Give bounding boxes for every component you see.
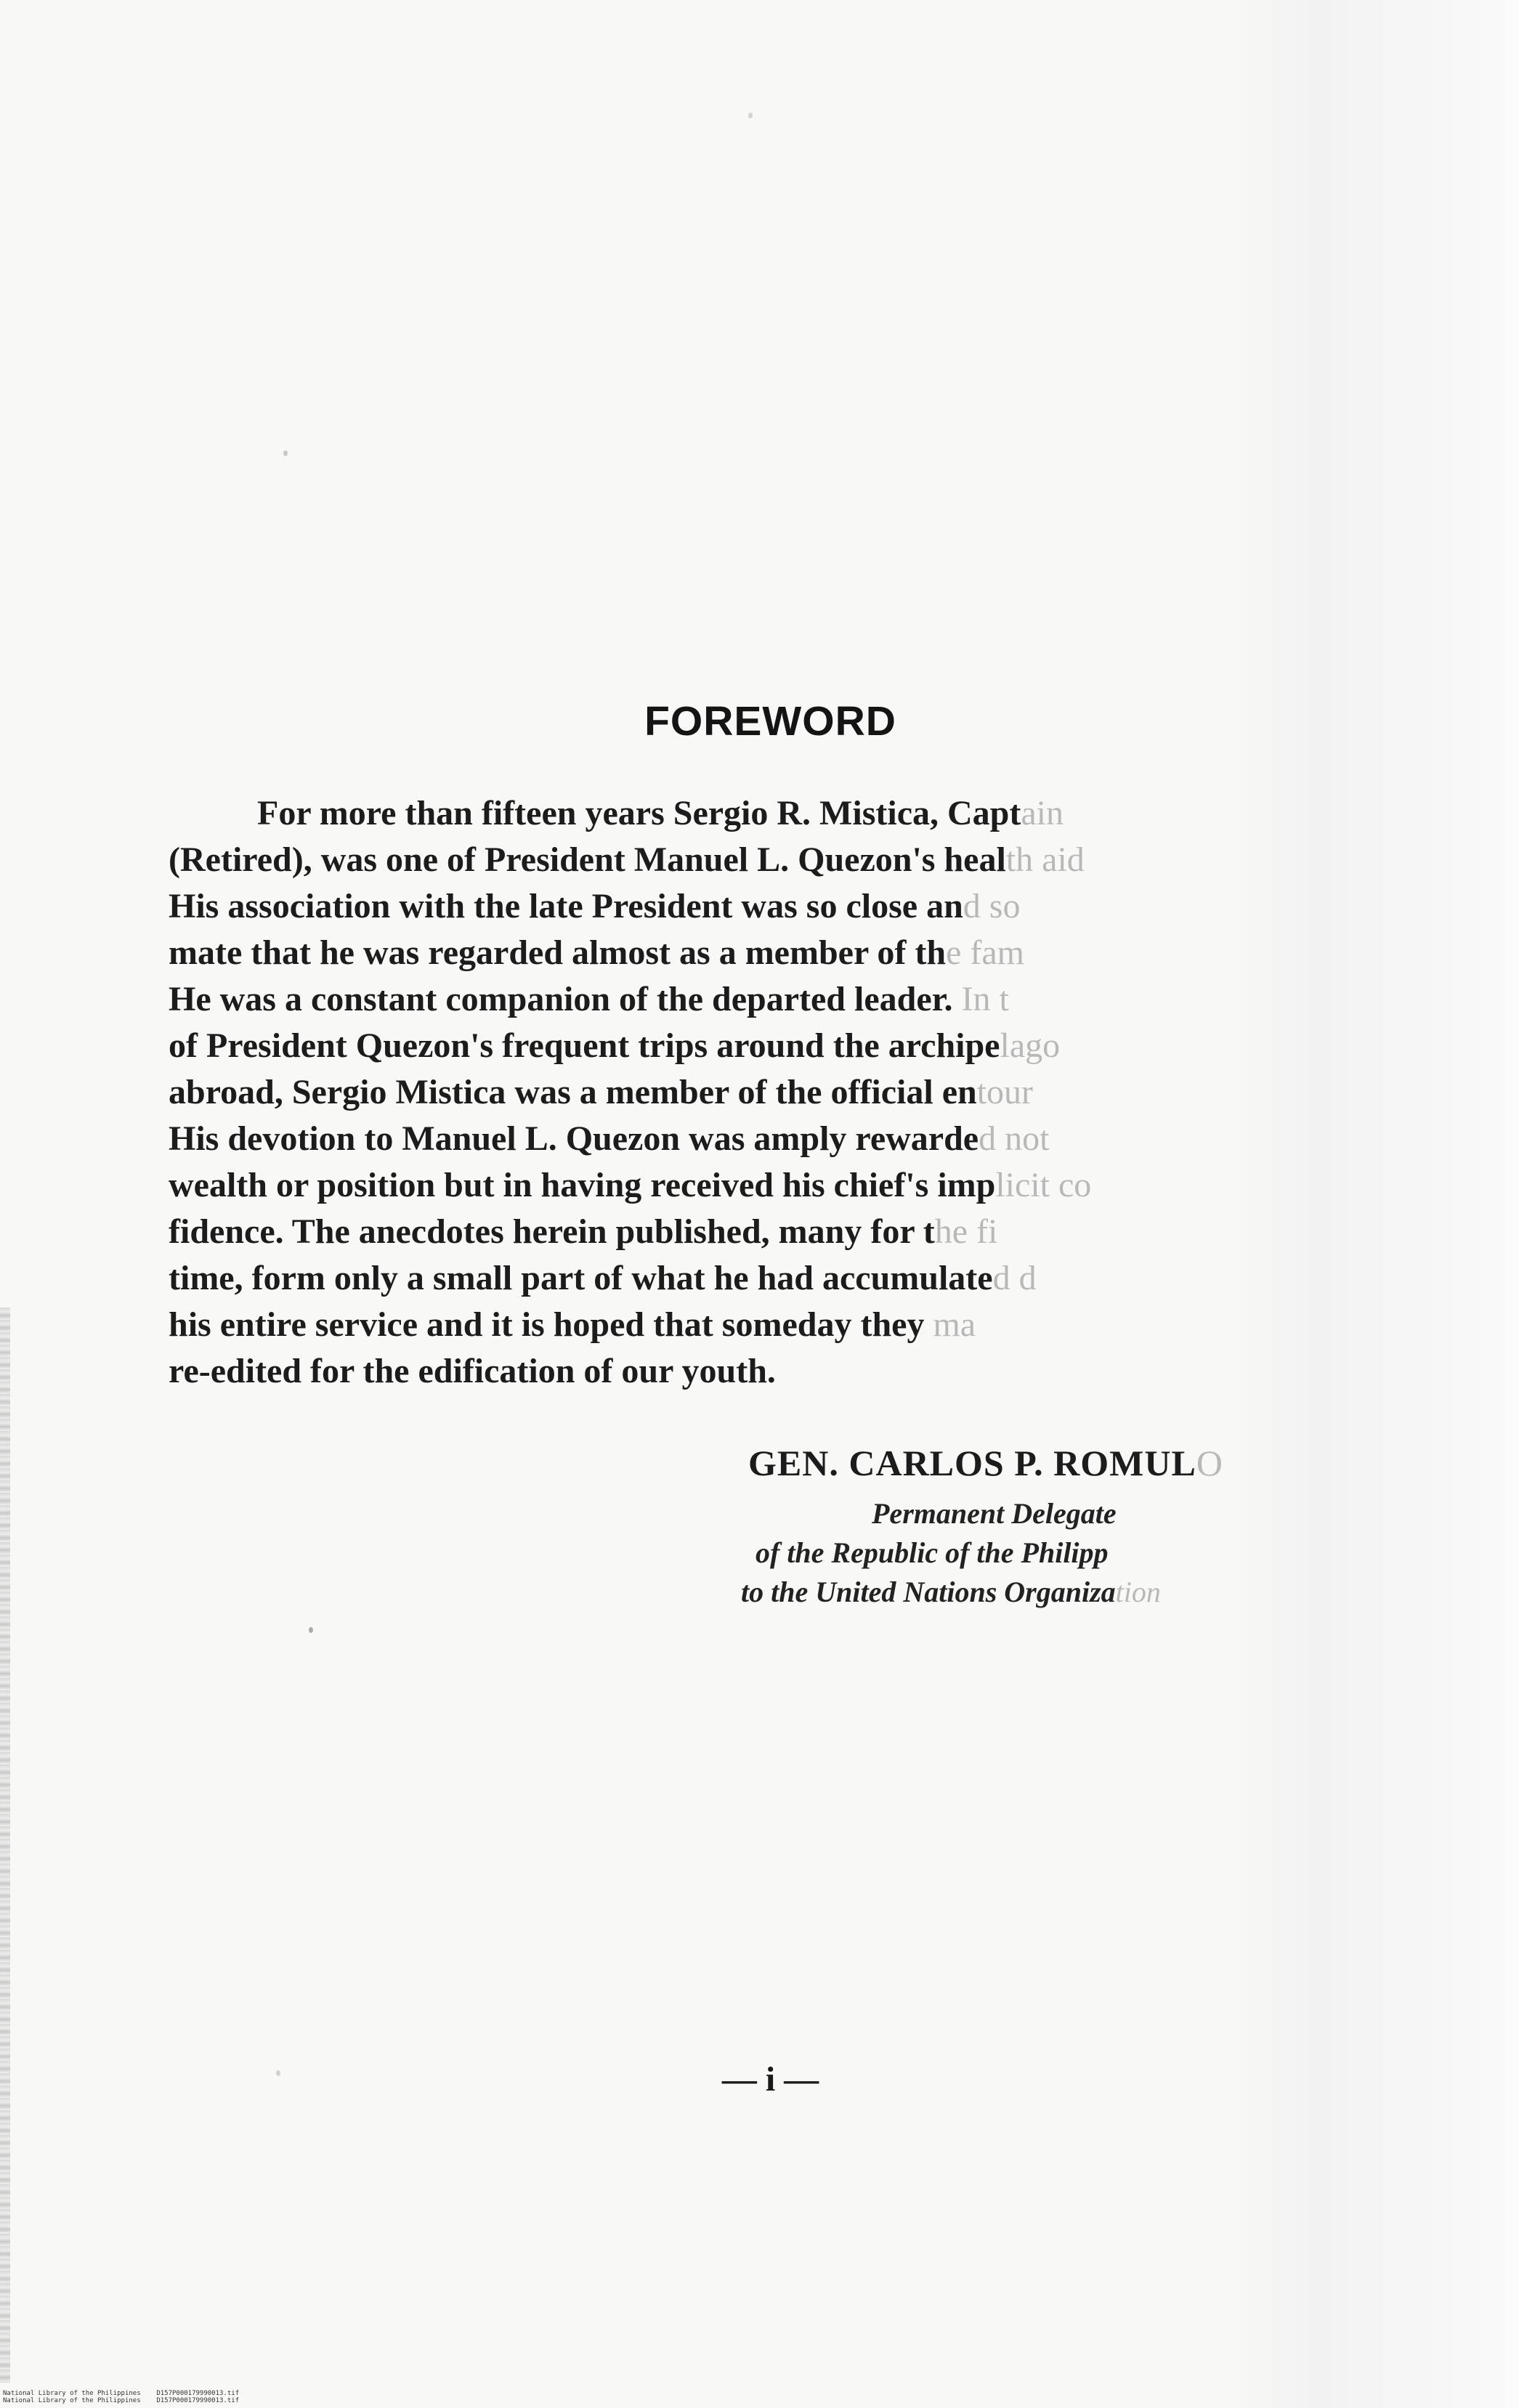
body-line: He was a constant companion of the departed leader. In t bbox=[169, 980, 1009, 1018]
body-line: mate that he was regarded almost as a member of the fam bbox=[169, 933, 1024, 972]
footer-line: National Library of the Philippines D157P000179990013.tif bbox=[3, 2390, 240, 2397]
scan-speck bbox=[748, 113, 753, 118]
body-line: of President Quezon's frequent trips around the archipelago bbox=[169, 1026, 1061, 1065]
body-line: his entire service and it is hoped that someday they ma bbox=[169, 1305, 976, 1344]
page-title: FOREWORD bbox=[644, 698, 896, 745]
body-line: wealth or position but in having received his chief's implicit co bbox=[169, 1166, 1092, 1204]
scan-footer bbox=[3, 2390, 239, 2404]
scan-speck bbox=[283, 450, 288, 456]
signature-affiliation: of the Republic of the Philipp bbox=[756, 1536, 1109, 1569]
body-line: abroad, Sergio Mistica was a member of the official entour bbox=[169, 1073, 1034, 1111]
scan-speck bbox=[309, 1627, 313, 1633]
body-line: fidence. The anecdotes herein published, many for the fi bbox=[169, 1212, 998, 1251]
signature-organization: to the United Nations Organization bbox=[741, 1576, 1161, 1608]
body-line: time, form only a small part of what he had accumulated d bbox=[169, 1259, 1037, 1297]
body-line: His devotion to Manuel L. Quezon was amply rewarded not bbox=[169, 1119, 1050, 1158]
scan-binding-edge bbox=[0, 1308, 10, 2383]
signature-name: GEN. CARLOS P. ROMULO bbox=[748, 1443, 1223, 1483]
page-number: — i — bbox=[721, 2060, 819, 2099]
body-line: His association with the late President was so close and so bbox=[169, 887, 1021, 925]
foreword-body bbox=[169, 790, 1345, 1395]
body-line: re-edited for the edification of our youth. bbox=[169, 1352, 776, 1390]
body-line: (Retired), was one of President Manuel L. Quezon's health aid bbox=[169, 840, 1085, 879]
footer-line: National Library of the Philippines D157P000179990013.tif bbox=[3, 2397, 240, 2404]
signature-title: Permanent Delegate bbox=[872, 1497, 1117, 1530]
body-line: For more than fifteen years Sergio R. Mistica, Captain bbox=[257, 794, 1064, 832]
